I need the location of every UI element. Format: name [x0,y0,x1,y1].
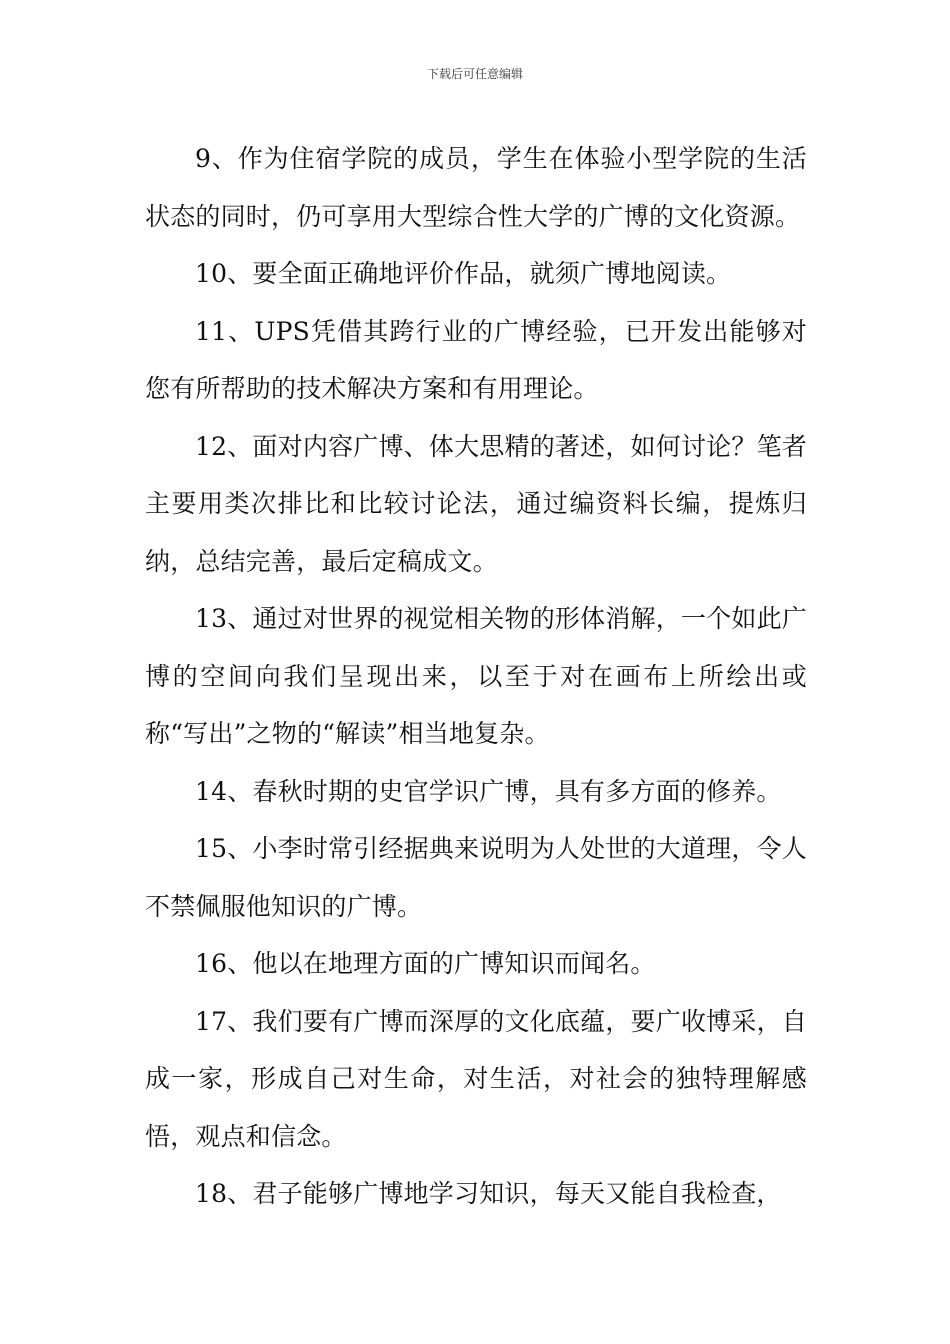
sentence-17: 17、我们要有广博而深厚的文化底蕴，要广收博采，自成一家，形成自己对生命，对生活，对社会的独特理解感悟，观点和信念。 [145,1006,807,1151]
sentence-10: 10、要全面正确地评价作品，就须广博地阅读。 [195,259,732,288]
sentence-18: 18、君子能够广博地学习知识，每天又能自我检查， [195,1179,782,1208]
sentence-14: 14、春秋时期的史官学识广博，具有多方面的修养。 [195,776,782,806]
sentence-11: 11、UPS凭借其跨行业的广博经验，已开发出能够对您有所帮助的技术解决方案和有用理论。 [145,316,807,403]
page-header: 下载后可任意编辑 [426,67,523,81]
document-body [145,130,807,1223]
sentence-13: 13、通过对世界的视觉相关物的形体消解，一个如此广博的空间向我们呈现出来，以至于对在画布上所绘出或称“写出”之物的“解读”相当地复杂。 [145,604,807,748]
sentence-12: 12、面对内容广博、体大思精的著述，如何讨论？笔者主要用类次排比和比较讨论法，通过编资料长编，提炼归纳，总结完善，最后定稿成文。 [145,431,807,576]
sentence-15: 15、小李时常引经据典来说明为人处世的大道理，令人不禁佩服他知识的广博。 [145,834,807,921]
sentence-9: 9、作为住宿学院的成员，学生在体验小型学院的生活状态的同时，仍可享用大型综合性大学的广博的文化资源。 [145,144,807,231]
sentence-16: 16、他以在地理方面的广博知识而闻名。 [195,949,656,978]
